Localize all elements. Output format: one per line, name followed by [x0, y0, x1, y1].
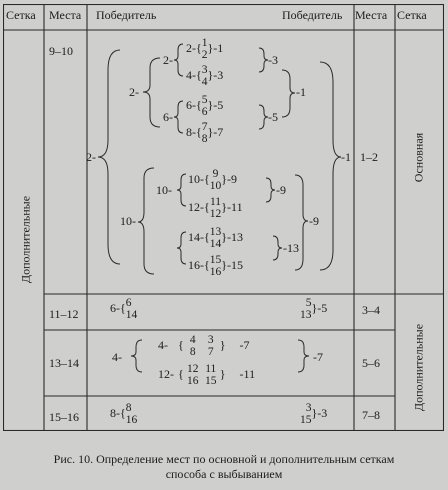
header-grid-left: Сетка: [6, 8, 36, 22]
row-15-16-winner: 8-{8 16: [110, 402, 138, 426]
lower-a-loser: -9: [276, 183, 286, 197]
upper-a-winner: 2-: [163, 53, 173, 67]
places-9-10: 9–10: [49, 44, 73, 58]
match-15-16: 16-{15 16}-15: [188, 254, 244, 278]
places-1-2: 1–2: [360, 150, 378, 164]
header-winner-right: Победитель: [282, 8, 343, 22]
row-11-12-winner: 6-{6 14: [110, 297, 138, 321]
match-9-10: 10-{ 9 10}-9: [188, 168, 238, 192]
header-places-right: Места: [355, 8, 388, 22]
places-7-8: 7–8: [362, 408, 380, 422]
match-7-8: 8-{7 8}-7: [186, 121, 224, 145]
grid-label-additional-right: Дополнительные: [411, 323, 426, 412]
places-3-4: 3–4: [362, 303, 380, 317]
figure-caption-line-2: способа с выбыванием: [165, 467, 283, 481]
match-5-6: 6-{5 6}-5: [186, 94, 224, 118]
row-15-16-loser: 3 15}-3: [300, 402, 328, 426]
row-13-14-winner: 4-: [112, 350, 122, 364]
header-winner-left: Победитель: [96, 8, 157, 22]
lower-loser: -9: [309, 214, 319, 228]
final-winner: 2-: [86, 150, 96, 164]
places-15-16: 15–16: [49, 410, 79, 424]
row-13-14-loser: -7: [313, 350, 323, 364]
places-5-6: 5–6: [362, 356, 380, 370]
row-11-12-loser: 5 13}-5: [300, 297, 328, 321]
upper-winner: 2-: [129, 85, 139, 99]
figure-caption-line-1: Рис. 10. Определение мест по основной и дополнительным сеткам: [53, 452, 395, 466]
upper-a-loser: -3: [268, 53, 278, 67]
match-1-2: 2-{1 2}-1: [186, 37, 224, 61]
lower-b-loser: -13: [283, 241, 299, 255]
header-grid-right: Сетка: [397, 8, 427, 22]
grid-label-main: Основная: [411, 132, 426, 183]
header-places-left: Места: [49, 8, 82, 22]
upper-b-loser: -5: [268, 110, 278, 124]
match-13-14: 14-{13 14}-13: [188, 226, 244, 250]
match-11-12: 12-{11 12}-11: [188, 196, 243, 220]
final-loser: -1: [341, 150, 351, 164]
places-13-14: 13–14: [49, 356, 79, 370]
match-3-4: 4-{3 4}-3: [186, 64, 224, 88]
upper-b-winner: 6-: [163, 110, 173, 124]
row-13-14-pair-1: 4- { 4 83 7} -7: [158, 334, 250, 358]
lower-winner: 10-: [120, 214, 136, 228]
places-11-12: 11–12: [49, 307, 79, 321]
row-13-14-pair-2: 12- { 12 1611 15} -11: [158, 363, 256, 387]
lower-a-winner: 10-: [156, 183, 172, 197]
upper-loser: -1: [296, 85, 306, 99]
grid-label-additional-left: Дополнительные: [18, 195, 33, 284]
